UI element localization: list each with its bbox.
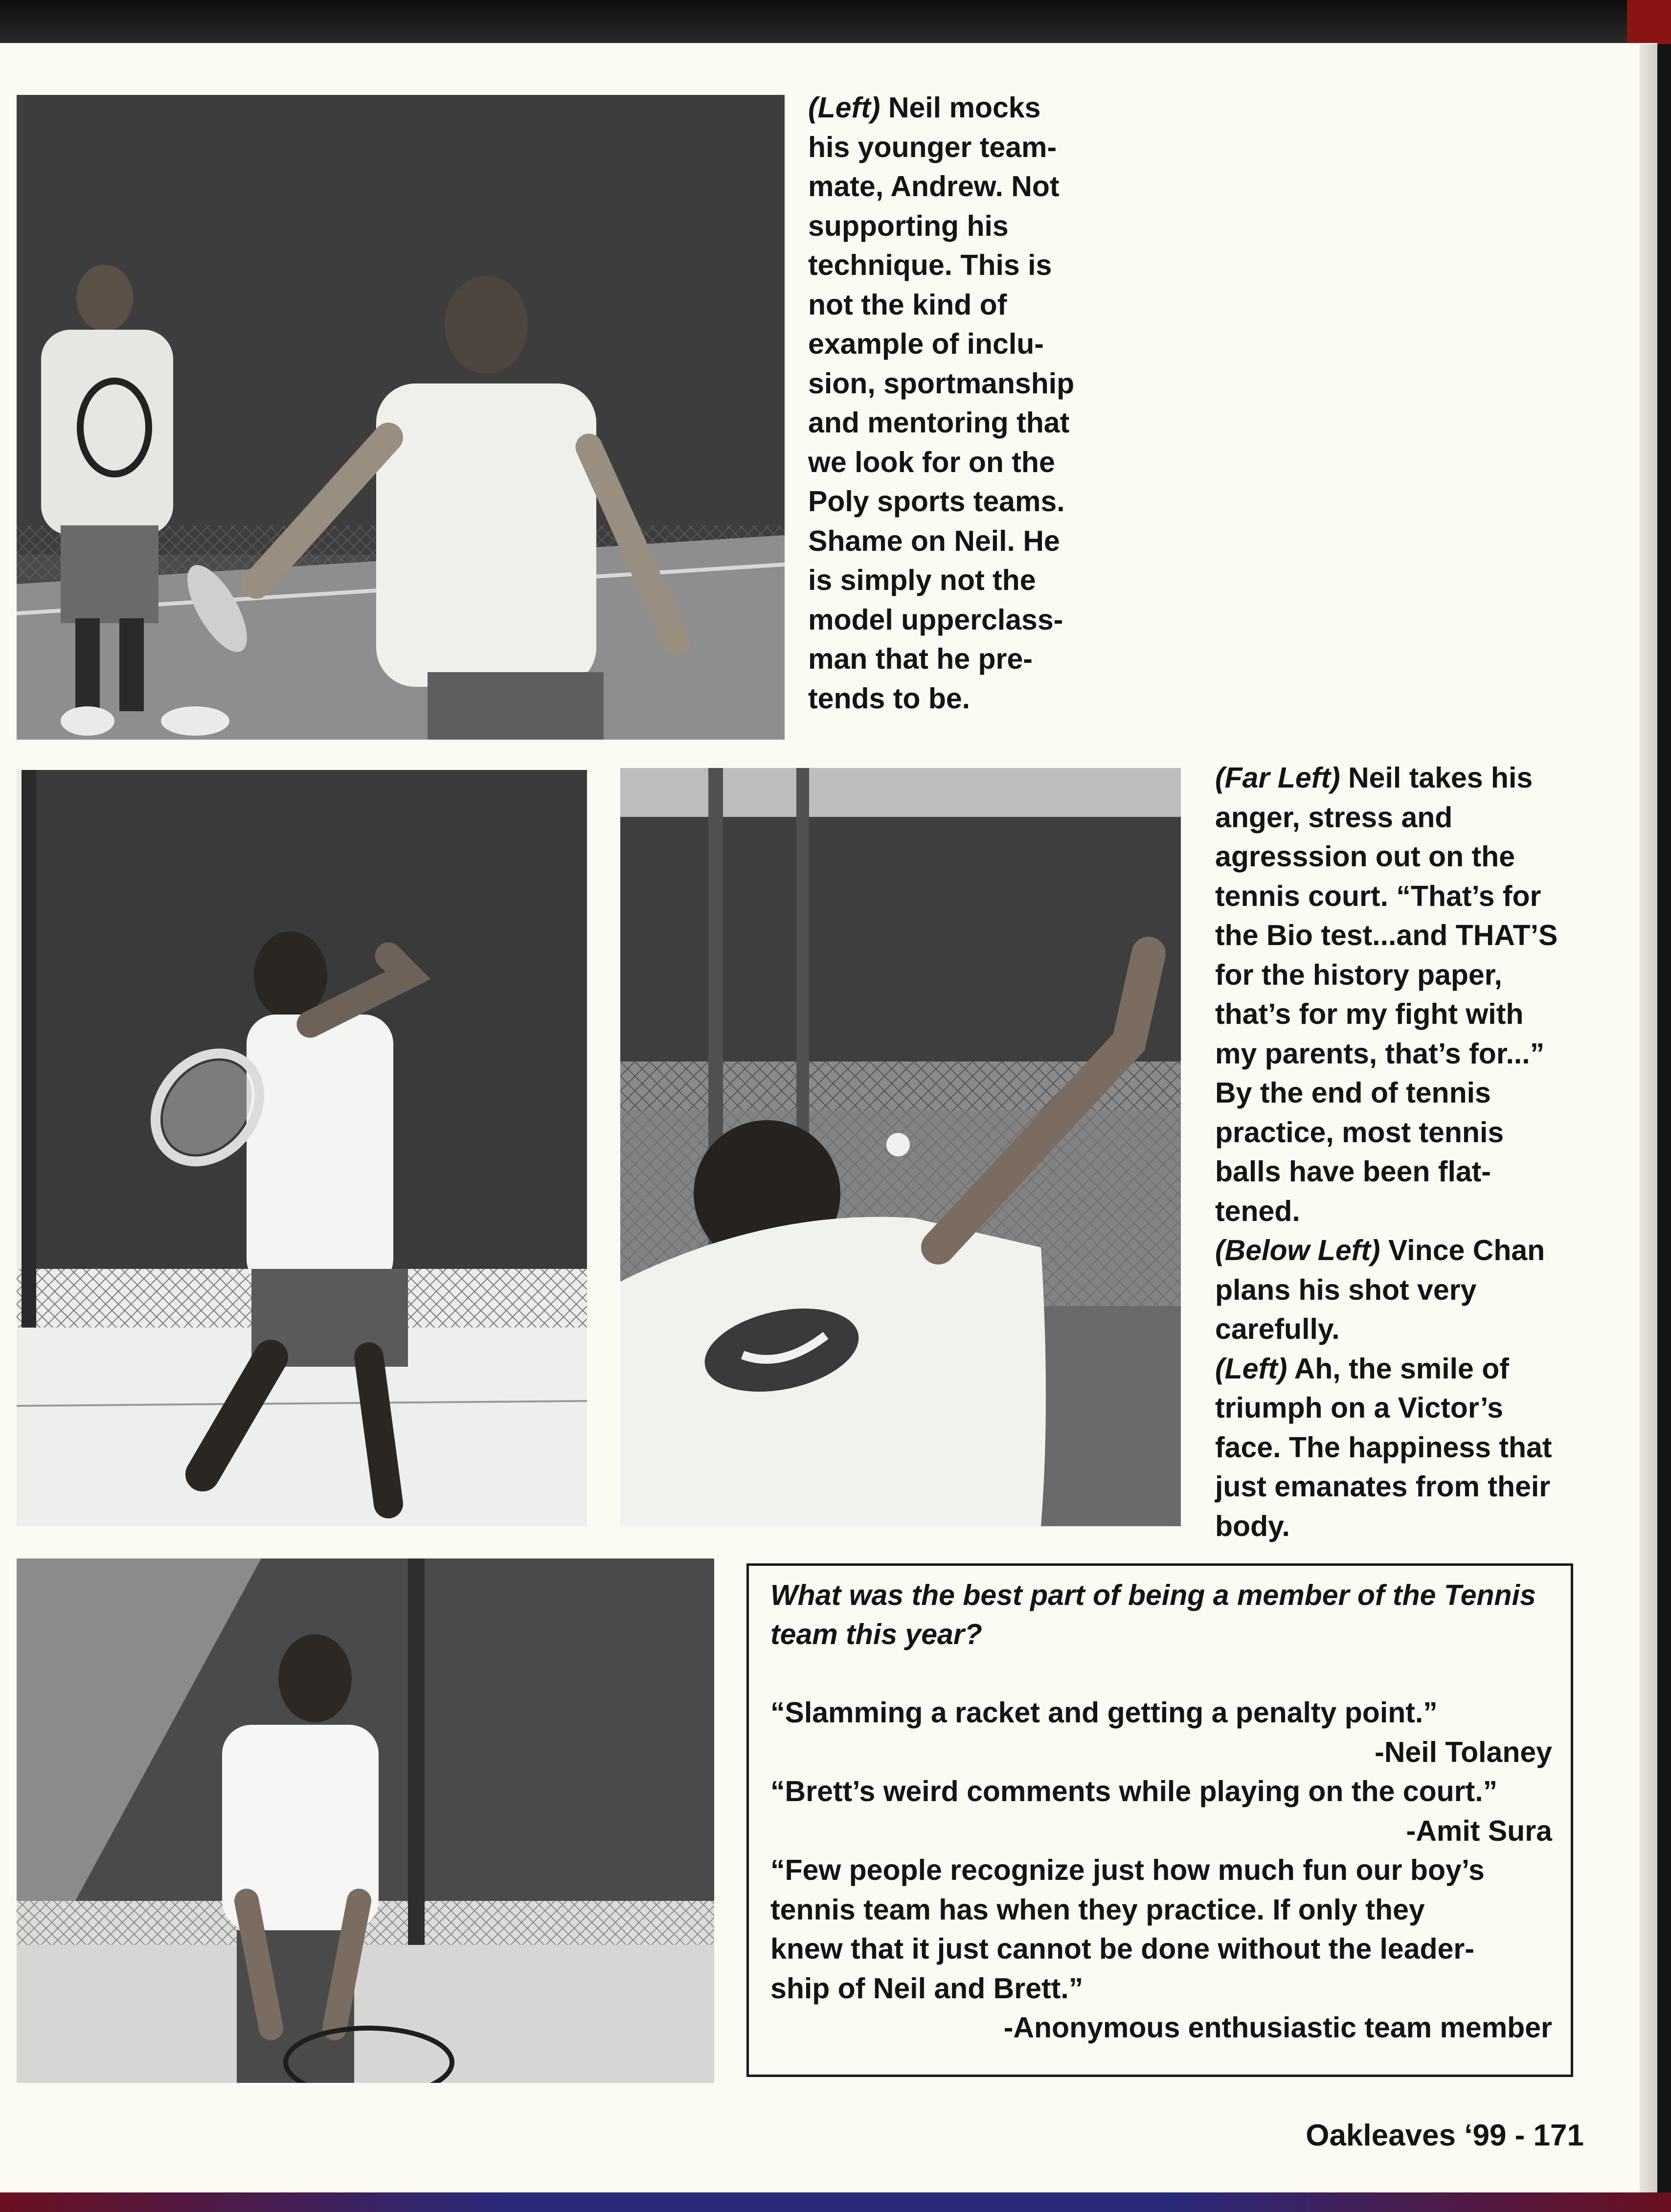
qa-attribution-3: -Anonymous enthusiastic team member (1003, 2011, 1552, 2044)
caption-far-left-below-left (1215, 758, 1616, 1546)
qa-attribution-2: -Amit Sura (1406, 1814, 1552, 1847)
page-edge (1640, 44, 1657, 2196)
caption-text-left: Ah, the smile of triumph on a Victor’s face. The happiness that just emanates from their body. (1215, 1352, 1552, 1542)
caption-text: Neil mocks his younger team- mate, Andrew. Not supporting his technique. This is not the kind of example of inclu- sion, sportmanship and mentoring that we look for on the Poly sports teams. Shame on Neil. He is simply not the model upperclass- man that he pre- tends to be. (808, 91, 1075, 715)
qa-question: What was the best part of being a member of the Tennis team this year? (770, 1579, 1536, 1650)
caption-lead-far-left: (Far Left) (1215, 762, 1340, 794)
qa-quote-3: “Few people recognize just how much fun our boy’s tennis team has when they practice. If only they knew that it just cannot be done without the leader- ship of Neil and Brett.” (770, 1854, 1485, 2005)
page-footer: Oakleaves ‘99 - 171 (1306, 2119, 1584, 2152)
scan-border-bottom (0, 2192, 1671, 2212)
tennis-qa-box (746, 1563, 1573, 2077)
photo-victor-serve (620, 768, 1181, 1526)
scan-corner (1627, 0, 1671, 44)
caption-text-below-left: Vince Chan plans his shot very carefully. (1215, 1234, 1545, 1345)
caption-lead: (Left) (808, 91, 881, 124)
qa-quote-1: “Slamming a racket and getting a penalty point.” (770, 1696, 1438, 1729)
caption-lead-left: (Left) (1215, 1352, 1287, 1385)
photo-neil-forehand (17, 770, 587, 1526)
scan-border-top (0, 0, 1671, 44)
photo-neil-and-andrew (17, 95, 785, 740)
photo-vince-chan (17, 1558, 714, 2083)
caption-left (808, 88, 1121, 718)
caption-text-far-left: Neil takes his anger, stress and agresssion out on the tennis court. “That’s for the Bio test...and THAT’S for the history paper, that’s for my fight with my parents, that’s for...” By the end of tennis practice, most tennis balls have been flat- tened. (1215, 762, 1558, 1227)
qa-quote-2: “Brett’s weird comments while playing on the court.” (770, 1775, 1498, 1807)
caption-lead-below-left: (Below Left) (1215, 1234, 1380, 1266)
qa-attribution-1: -Neil Tolaney (1375, 1736, 1552, 1768)
